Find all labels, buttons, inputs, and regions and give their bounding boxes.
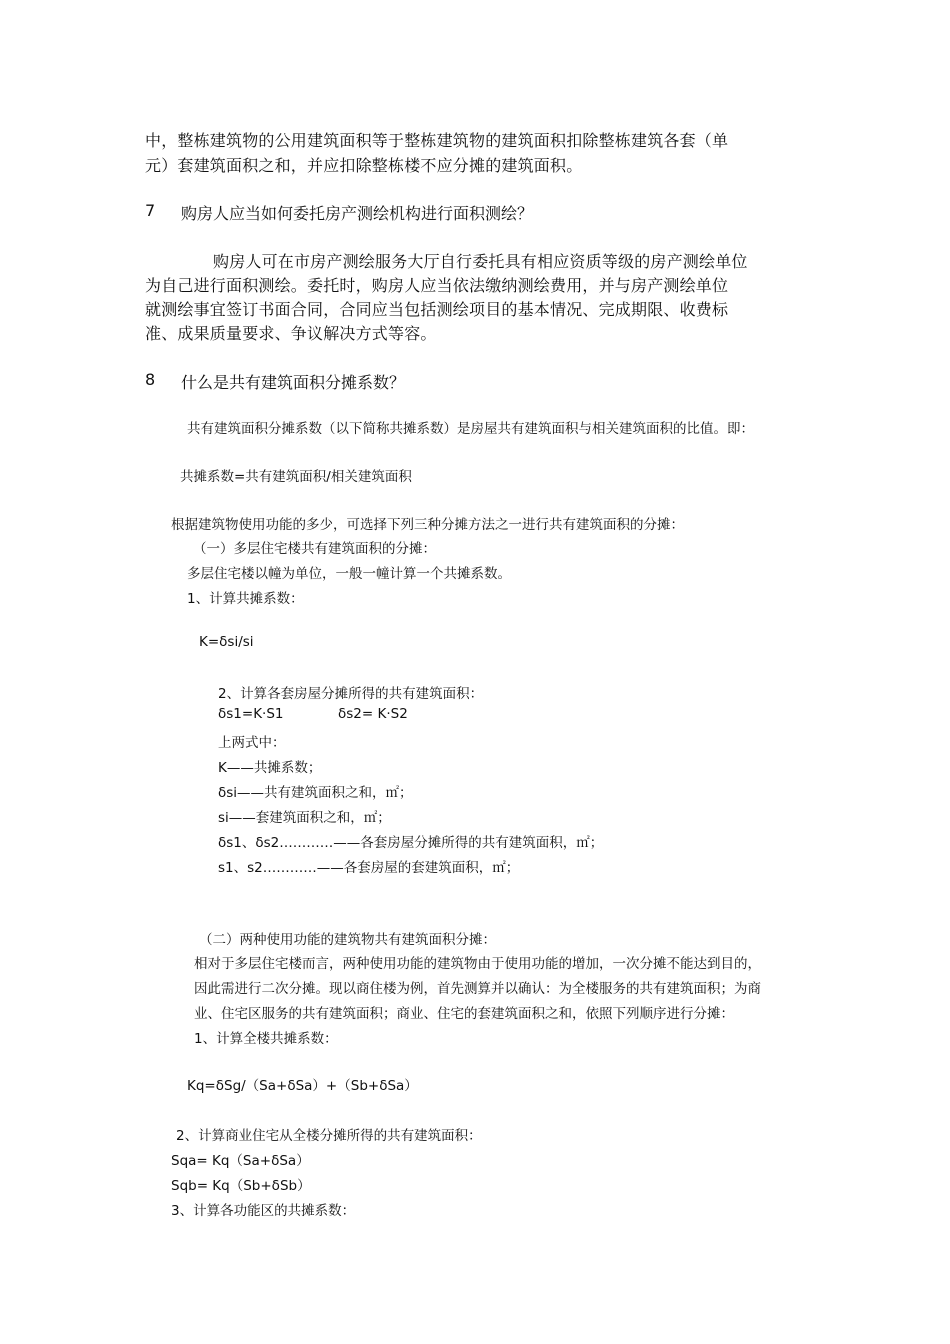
intro-line-2: 元）套建筑面积之和，并应扣除整栋楼不应分摊的建筑面积。 (145, 156, 583, 175)
section1-def-3: si——套建筑面积之和，㎡； (218, 810, 391, 826)
section1-step2: 2、计算各套房屋分摊所得的共有建筑面积： (218, 686, 484, 702)
section1-formula-k: K=δsi/si (199, 634, 254, 650)
section2-formula-sqa: Sqa= Kq（Sa+δSa） (171, 1153, 310, 1169)
q8-formula: 共摊系数=共有建筑面积/相关建筑面积 (180, 469, 412, 485)
q8-definition: 共有建筑面积分摊系数（以下简称共摊系数）是房屋共有建筑面积与相关建筑面积的比值。即： (187, 421, 754, 437)
q7-number: 7 (145, 201, 156, 220)
section1-where: 上两式中： (218, 735, 286, 751)
intro-line-1: 中，整栋建筑物的公用建筑面积等于整栋建筑物的建筑面积扣除整栋建筑各套（单 (145, 131, 729, 150)
section2-formula-kq: Kq=δSg/（Sa+δSa）+（Sb+δSa） (187, 1078, 418, 1094)
section1-formula-s1: δs1=K·S1 (218, 706, 284, 722)
q7-answer-line-1: 购房人可在市房产测绘服务大厅自行委托具有相应资质等级的房产测绘单位 (213, 252, 748, 271)
section1-def-2: δsi——共有建筑面积之和，㎡； (218, 785, 413, 801)
section2-title: （二）两种使用功能的建筑物共有建筑面积分摊： (199, 932, 496, 948)
section1-def-4: δs1、δs2…………——各套房屋分摊所得的共有建筑面积，㎡； (218, 835, 604, 851)
section1-desc: 多层住宅楼以幢为单位，一般一幢计算一个共摊系数。 (187, 566, 511, 582)
section2-desc-1: 相对于多层住宅楼而言，两种使用功能的建筑物由于使用功能的增加，一次分摊不能达到目的， (194, 956, 761, 972)
section1-step1: 1、计算共摊系数： (187, 591, 304, 607)
section2-desc-2: 因此需进行二次分摊。现以商住楼为例，首先测算并以确认：为全楼服务的共有建筑面积；为商 (194, 981, 761, 997)
q7-answer-line-2: 为自己进行面积测绘。委托时，购房人应当依法缴纳测绘费用，并与房产测绘单位 (145, 276, 729, 295)
q8-number: 8 (145, 370, 156, 389)
section1-title: （一）多层住宅楼共有建筑面积的分摊： (193, 541, 436, 557)
q7-question: 购房人应当如何委托房产测绘机构进行面积测绘？ (181, 204, 534, 223)
section1-def-5: s1、s2…………——各套房屋的套建筑面积，㎡； (218, 860, 520, 876)
q7-answer-line-3: 就测绘事宜签订书面合同，合同应当包括测绘项目的基本情况、完成期限、收费标 (145, 300, 729, 319)
q8-question: 什么是共有建筑面积分摊系数？ (181, 373, 406, 392)
section2-step3: 3、计算各功能区的共摊系数： (171, 1203, 356, 1219)
q8-methods-intro: 根据建筑物使用功能的多少，可选择下列三种分摊方法之一进行共有建筑面积的分摊： (171, 517, 684, 533)
section2-formula-sqb: Sqb= Kq（Sb+δSb） (171, 1178, 311, 1194)
section1-def-1: K——共摊系数； (218, 760, 322, 776)
section2-step1: 1、计算全楼共摊系数： (194, 1031, 338, 1047)
section1-formula-s2: δs2= K·S2 (338, 706, 408, 722)
section2-desc-3: 业、住宅区服务的共有建筑面积；商业、住宅的套建筑面积之和，依照下列顺序进行分摊： (194, 1006, 734, 1022)
section2-step2: 2、计算商业住宅从全楼分摊所得的共有建筑面积： (176, 1128, 482, 1144)
q7-answer-line-4: 准、成果质量要求、争议解决方式等容。 (145, 324, 437, 343)
